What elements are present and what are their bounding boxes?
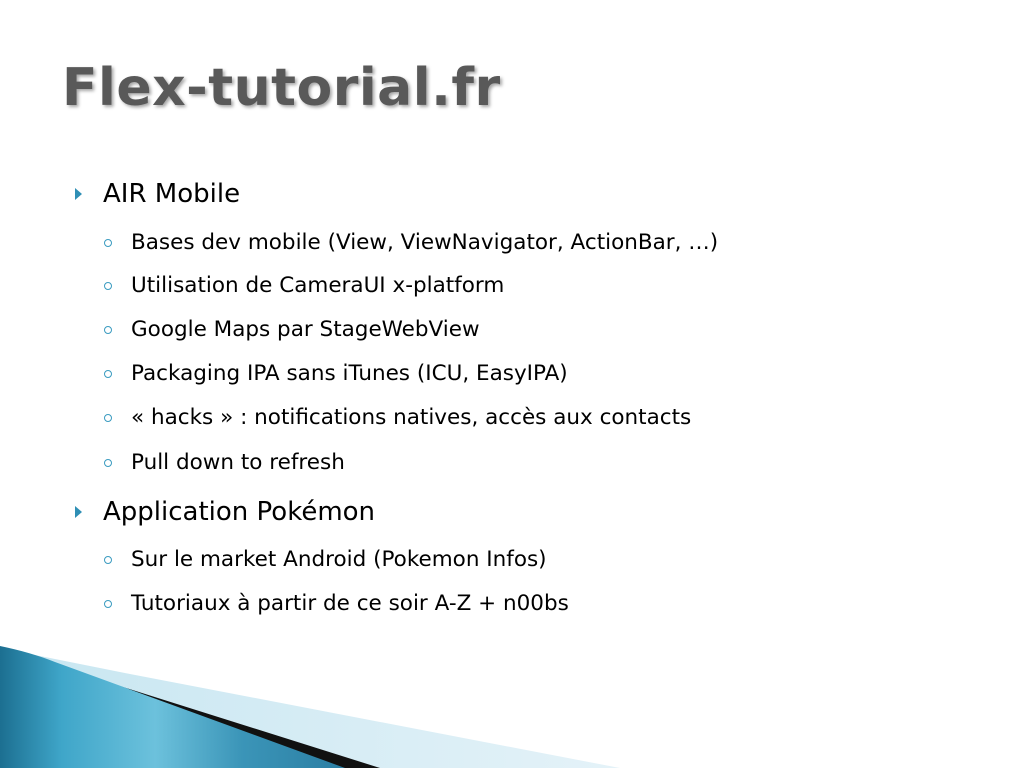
slide-title: Flex-tutorial.fr — [62, 58, 501, 118]
list-item-text: Pull down to refresh — [131, 450, 345, 475]
list-item-text: Tutoriaux à partir de ce soir A-Z + n00bs — [131, 591, 569, 616]
circle-bullet-icon — [104, 370, 112, 378]
circle-bullet-icon — [104, 239, 112, 247]
footer-wave-decoration — [0, 640, 1024, 768]
circle-bullet-icon — [104, 600, 112, 608]
triangle-bullet-icon — [75, 506, 82, 518]
circle-bullet-icon — [104, 282, 112, 290]
list-item-text: Sur le market Android (Pokemon Infos) — [131, 547, 547, 572]
list-item-text: Bases dev mobile (View, ViewNavigator, ActionBar, …) — [131, 230, 719, 255]
circle-bullet-icon — [104, 556, 112, 564]
circle-bullet-icon — [104, 414, 112, 422]
circle-bullet-icon — [104, 326, 112, 334]
list-item-text: Packaging IPA sans iTunes (ICU, EasyIPA) — [131, 361, 568, 386]
triangle-bullet-icon — [75, 188, 82, 200]
circle-bullet-icon — [104, 459, 112, 467]
section-label: Application Pokémon — [103, 497, 376, 527]
list-item-text: Utilisation de CameraUI x-platform — [131, 273, 505, 298]
list-item-text: « hacks » : notifications natives, accès aux contacts — [131, 405, 692, 430]
section-label: AIR Mobile — [103, 179, 241, 209]
list-item-text: Google Maps par StageWebView — [131, 317, 480, 342]
